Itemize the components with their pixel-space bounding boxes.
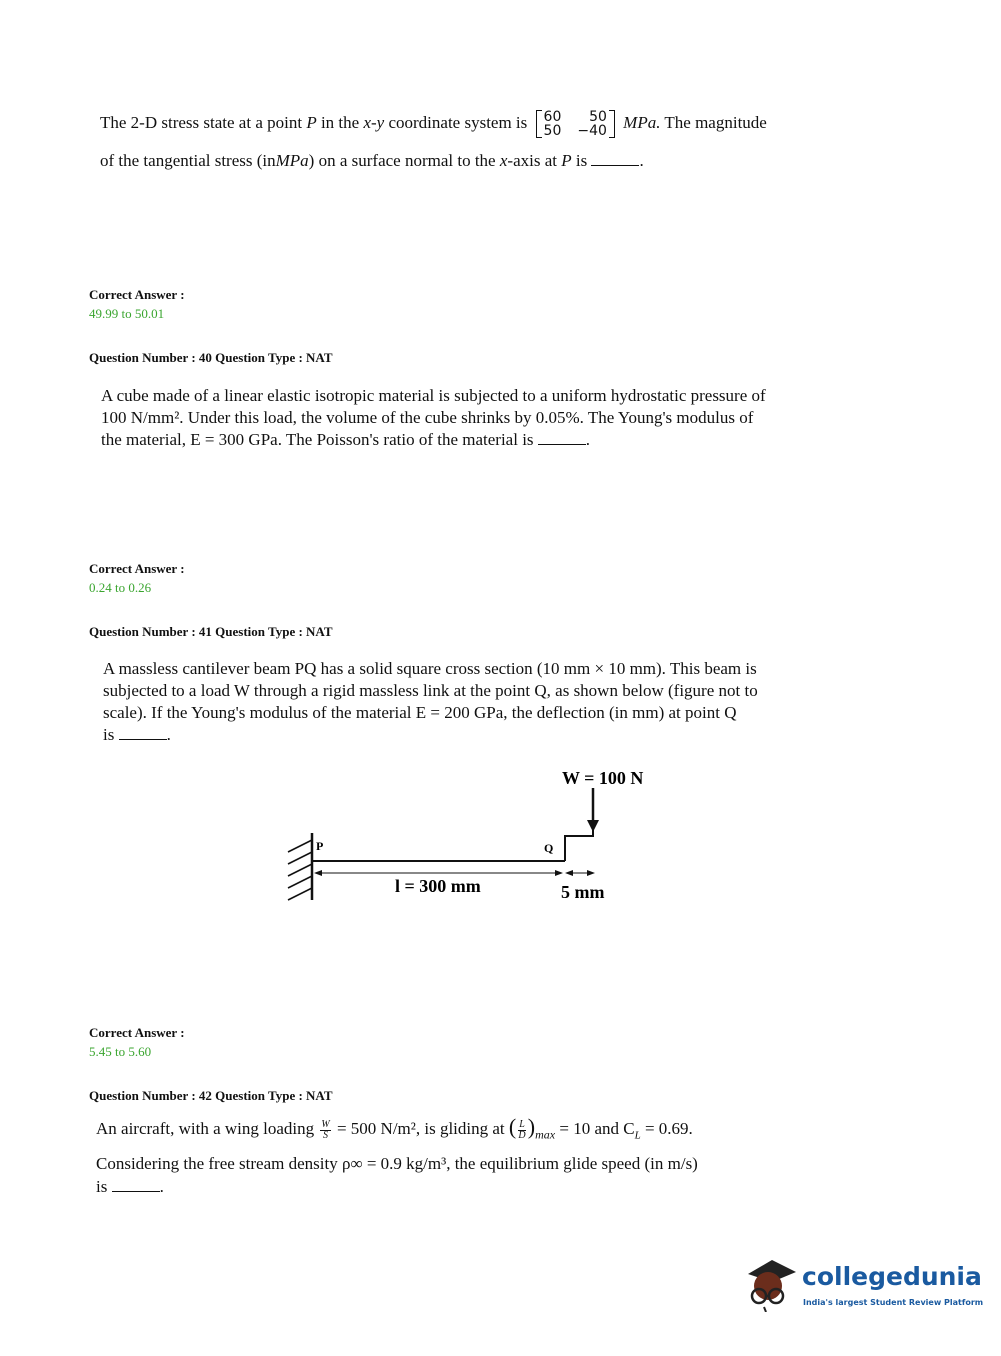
point-p-label: P	[316, 839, 324, 853]
q39-coord: coordinate system is	[388, 112, 528, 132]
q39-point-p: P	[306, 112, 317, 132]
load-arrowhead	[587, 820, 599, 832]
q41-line2: subjected to a load W through a rigid massless link at the point Q, as shown below (figure not to	[103, 681, 758, 700]
q41-line4-wrap: is .	[103, 725, 171, 744]
q39-in-the: in the	[320, 112, 360, 132]
ld-denominator: D	[518, 1129, 526, 1141]
frac-denominator: S	[323, 1129, 329, 1141]
q42-line1-c: = 10 and C	[559, 1119, 635, 1138]
ld-fraction	[518, 1120, 526, 1141]
point-q-label: Q	[544, 841, 554, 855]
q39-unit: MPa.	[623, 112, 661, 132]
length-arrow-right	[555, 870, 563, 876]
question-42-line2: Considering the free stream density ρ∞ = 0.9 kg/m³, the equilibrium glide speed (in m/s)	[96, 1154, 698, 1173]
question-39-line1	[100, 110, 860, 138]
collegedunia-logo[interactable]	[742, 1250, 984, 1315]
matrix-cell: −40	[577, 123, 607, 139]
q39-tail: The magnitude	[664, 112, 767, 132]
mascot-icon	[742, 1252, 800, 1312]
ld-numerator: L	[519, 1118, 525, 1130]
length-label: l = 300 mm	[395, 876, 481, 896]
q42-header: Question Number : 42 Question Type : NAT	[89, 1088, 333, 1103]
q41-line4: is	[103, 725, 115, 744]
frac-numerator: W	[321, 1118, 330, 1130]
q39-line2-x: x	[499, 151, 508, 170]
answer-blank	[119, 725, 167, 740]
cantilever-figure	[270, 760, 690, 910]
q39-answer-label: Correct Answer :	[89, 287, 185, 302]
q41-answer-label: Correct Answer :	[89, 1025, 185, 1040]
q41-header: Question Number : 41 Question Type : NAT	[89, 624, 333, 639]
question-41-body	[103, 658, 843, 746]
q40-answer-label: Correct Answer :	[89, 561, 185, 576]
q39-line2-is: is	[575, 151, 588, 170]
load-label: W = 100 N	[562, 768, 644, 788]
q39-answer-value: 49.99 to 50.01	[89, 306, 165, 321]
q41-line1: A massless cantilever beam PQ has a solid square cross section (10 mm × 10 mm). This beam is	[103, 659, 757, 678]
q41-answer-value: 5.45 to 5.60	[89, 1044, 152, 1059]
q40-line1: A cube made of a linear elastic isotropic material is subjected to a uniform hydrostatic pressure of	[101, 386, 766, 405]
q39-line2-mid: ) on a surface normal to the	[308, 151, 496, 170]
q42-line1-d: = 0.69.	[644, 1119, 693, 1138]
q39-line2-pre: of the tangential stress (in	[100, 151, 276, 170]
q40-answer-value: 0.24 to 0.26	[89, 580, 152, 595]
q42-line1-b: = 500 N/m², is gliding at	[336, 1119, 505, 1138]
rigid-link	[565, 826, 593, 861]
logo-tagline: India's largest Student Review Platform	[803, 1298, 984, 1307]
ld-ratio: (	[508, 1114, 517, 1139]
q39-line2-end: -axis at	[507, 151, 557, 170]
logo-wordmark: collegedunia	[802, 1262, 982, 1291]
q40-header: Question Number : 40 Question Type : NAT	[89, 350, 333, 365]
wing-loading-fraction	[320, 1120, 330, 1141]
q40-line3-wrap: the material, E = 300 GPa. The Poisson's ratio of the material is .	[101, 430, 591, 449]
matrix-cell: 60	[543, 109, 562, 125]
question-42-line1: An aircraft, with a wing loading $\frac{W}{S}$ = 500 N/m², is gliding at ( $\frac{L}{D}$ )$_{max} = 10$ and $C_L = 0.69$.	[96, 1114, 693, 1142]
q39-text-pre: The 2-D stress state at a point	[100, 112, 303, 132]
answer-blank	[112, 1177, 160, 1192]
q39-line2-unit: MPa	[275, 151, 309, 170]
cl-subscript: L	[634, 1129, 641, 1142]
ld-subscript: max	[535, 1127, 556, 1142]
answer-blank	[591, 151, 639, 166]
answer-blank	[538, 430, 586, 445]
q39-xy: x-y	[363, 112, 385, 132]
offset-label: 5 mm	[561, 882, 605, 902]
length-arrow-left	[314, 870, 322, 876]
matrix-cell: 50	[543, 123, 562, 139]
matrix-cell: 50	[589, 109, 607, 125]
q42-line3: is	[96, 1177, 108, 1196]
question-40-body	[101, 385, 842, 451]
question-39-line2: of the tangential stress (inMPa) on a surface normal to the x-axis at P is .	[100, 151, 644, 170]
q42-line1-a: An aircraft, with a wing loading	[96, 1119, 315, 1138]
q39-line2-p: P	[561, 151, 572, 170]
q40-line3: the material, E = 300 GPa. The Poisson's ratio of the material is	[101, 430, 534, 449]
question-42-line3: is .	[96, 1177, 164, 1196]
offset-arrow-left	[565, 870, 573, 876]
wall-hatching	[288, 840, 312, 900]
q41-line3: scale). If the Young's modulus of the material E = 200 GPa, the deflection (in mm) at point Q	[103, 703, 737, 722]
stress-matrix	[536, 110, 615, 138]
q40-line2: 100 N/mm². Under this load, the volume of the cube shrinks by 0.05%. The Young's modulus of	[101, 408, 754, 427]
offset-arrow-right	[587, 870, 595, 876]
